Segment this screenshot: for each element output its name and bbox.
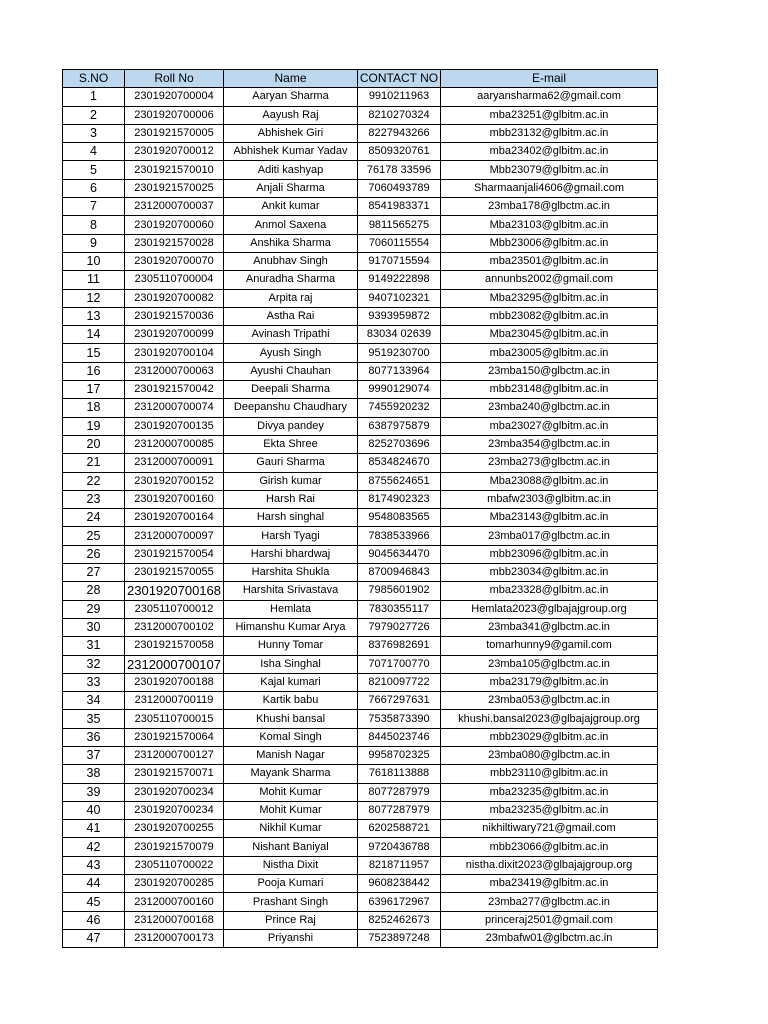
name-cell: Khushi bansal	[224, 710, 358, 728]
sno-cell: 20	[63, 435, 125, 453]
email-cell: mbb23096@glbitm.ac.in	[441, 545, 658, 563]
sno-cell: 6	[63, 179, 125, 197]
roll-no-cell: 2301921570036	[125, 307, 224, 325]
name-cell: Astha Rai	[224, 307, 358, 325]
roll-no-cell: 2301921570054	[125, 545, 224, 563]
table-row	[63, 234, 658, 252]
roll-no-cell: 2305110700012	[125, 600, 224, 618]
email-cell: 23mba273@glbctm.ac.in	[441, 454, 658, 472]
email-cell: Sharmaanjali4606@gmail.com	[441, 179, 658, 197]
email-cell: mba23027@glbitm.ac.in	[441, 417, 658, 435]
email-cell: mbb23110@glbitm.ac.in	[441, 765, 658, 783]
table-row	[63, 692, 658, 710]
roll-no-cell: 2301920700152	[125, 472, 224, 490]
email-cell: Mba23143@glbitm.ac.in	[441, 509, 658, 527]
contact-no-cell: 8077287979	[358, 801, 441, 819]
roll-no-cell: 2301920700188	[125, 673, 224, 691]
sno-cell: 2	[63, 106, 125, 124]
table-row	[63, 509, 658, 527]
sno-cell: 18	[63, 399, 125, 417]
name-cell: Hunny Tomar	[224, 637, 358, 655]
roll-no-cell: 2301921570071	[125, 765, 224, 783]
contact-no-cell: 8077287979	[358, 783, 441, 801]
sno-cell: 29	[63, 600, 125, 618]
email-cell: mbb23066@glbitm.ac.in	[441, 838, 658, 856]
email-cell: mbb23132@glbitm.ac.in	[441, 124, 658, 142]
email-cell: mbafw2303@glbitm.ac.in	[441, 490, 658, 508]
sno-cell: 13	[63, 307, 125, 325]
name-cell: Ekta Shree	[224, 435, 358, 453]
name-cell: Deepali Sharma	[224, 381, 358, 399]
header-row	[63, 70, 658, 88]
contact-no-cell: 7979027726	[358, 618, 441, 636]
contact-no-cell: 8252462673	[358, 911, 441, 929]
contact-no-cell: 8210097722	[358, 673, 441, 691]
table-row	[63, 472, 658, 490]
table-row	[63, 929, 658, 947]
table-row	[63, 399, 658, 417]
roll-no-cell: 2301920700004	[125, 88, 224, 106]
table-row	[63, 582, 658, 600]
table-row	[63, 911, 658, 929]
table-row	[63, 344, 658, 362]
email-cell: 23mba080@glbctm.ac.in	[441, 746, 658, 764]
email-cell: Mba23295@glbitm.ac.in	[441, 289, 658, 307]
sno-cell: 27	[63, 564, 125, 582]
sno-cell: 24	[63, 509, 125, 527]
header-email: E-mail	[441, 70, 658, 88]
contact-no-cell: 7060493789	[358, 179, 441, 197]
name-cell: Himanshu Kumar Arya	[224, 618, 358, 636]
roll-no-cell: 2301920700164	[125, 509, 224, 527]
name-cell: Priyanshi	[224, 929, 358, 947]
roll-no-cell: 2312000700173	[125, 929, 224, 947]
roll-no-cell: 2301920700070	[125, 252, 224, 270]
email-cell: mba23251@glbitm.ac.in	[441, 106, 658, 124]
contact-no-cell: 8174902323	[358, 490, 441, 508]
name-cell: Ayushi Chauhan	[224, 362, 358, 380]
email-cell: Mba23103@glbitm.ac.in	[441, 216, 658, 234]
sno-cell: 25	[63, 527, 125, 545]
sno-cell: 1	[63, 88, 125, 106]
sno-cell: 38	[63, 765, 125, 783]
name-cell: Arpita raj	[224, 289, 358, 307]
name-cell: Nishant Baniyal	[224, 838, 358, 856]
roll-no-cell: 2301920700160	[125, 490, 224, 508]
roll-no-cell: 2312000700074	[125, 399, 224, 417]
sno-cell: 36	[63, 728, 125, 746]
sno-cell: 26	[63, 545, 125, 563]
contact-no-cell: 8534824670	[358, 454, 441, 472]
email-cell: aaryansharma62@gmail.com	[441, 88, 658, 106]
table-body	[63, 88, 658, 948]
table-row	[63, 527, 658, 545]
email-cell: nikhiltiwary721@gmail.com	[441, 820, 658, 838]
email-cell: mbb23034@glbitm.ac.in	[441, 564, 658, 582]
name-cell: Aayush Raj	[224, 106, 358, 124]
roll-no-cell: 2312000700085	[125, 435, 224, 453]
sno-cell: 44	[63, 875, 125, 893]
table-row	[63, 564, 658, 582]
contact-no-cell: 8509320761	[358, 143, 441, 161]
roll-no-cell: 2312000700102	[125, 618, 224, 636]
contact-no-cell: 9910211963	[358, 88, 441, 106]
roll-no-cell: 2301920700060	[125, 216, 224, 234]
header-sno: S.NO	[63, 70, 125, 88]
roll-no-cell: 2301920700135	[125, 417, 224, 435]
table-row	[63, 289, 658, 307]
sno-cell: 42	[63, 838, 125, 856]
contact-no-cell: 7455920232	[358, 399, 441, 417]
email-cell: mba23501@glbitm.ac.in	[441, 252, 658, 270]
name-cell: Nistha Dixit	[224, 856, 358, 874]
table-row	[63, 765, 658, 783]
sno-cell: 45	[63, 893, 125, 911]
email-cell: mba23402@glbitm.ac.in	[441, 143, 658, 161]
contact-no-cell: 8541983371	[358, 198, 441, 216]
contact-no-cell: 7985601902	[358, 582, 441, 600]
email-cell: mbb23148@glbitm.ac.in	[441, 381, 658, 399]
email-cell: Mba23088@glbitm.ac.in	[441, 472, 658, 490]
table-row	[63, 600, 658, 618]
contact-no-cell: 7838533966	[358, 527, 441, 545]
sno-cell: 34	[63, 692, 125, 710]
name-cell: Kartik babu	[224, 692, 358, 710]
table-row	[63, 820, 658, 838]
header-roll-no: Roll No	[125, 70, 224, 88]
sno-cell: 9	[63, 234, 125, 252]
roll-no-cell: 2301921570010	[125, 161, 224, 179]
table-row	[63, 417, 658, 435]
email-cell: nistha.dixit2023@glbajajgroup.org	[441, 856, 658, 874]
name-cell: Anjali Sharma	[224, 179, 358, 197]
email-cell: mbb23029@glbitm.ac.in	[441, 728, 658, 746]
roll-no-cell: 2312000700097	[125, 527, 224, 545]
roll-no-cell: 2301921570028	[125, 234, 224, 252]
roll-no-cell: 2312000700168	[125, 911, 224, 929]
name-cell: Deepanshu Chaudhary	[224, 399, 358, 417]
contact-no-cell: 9170715594	[358, 252, 441, 270]
contact-no-cell: 6387975879	[358, 417, 441, 435]
table-row	[63, 326, 658, 344]
email-cell: mbb23082@glbitm.ac.in	[441, 307, 658, 325]
roll-no-cell: 2301921570005	[125, 124, 224, 142]
name-cell: Harshi bhardwaj	[224, 545, 358, 563]
contact-no-cell: 7523897248	[358, 929, 441, 947]
sno-cell: 19	[63, 417, 125, 435]
name-cell: Anuradha Sharma	[224, 271, 358, 289]
roll-no-cell: 2312000700107	[125, 655, 224, 673]
sno-cell: 11	[63, 271, 125, 289]
sno-cell: 8	[63, 216, 125, 234]
email-cell: mba23005@glbitm.ac.in	[441, 344, 658, 362]
email-cell: 23mba053@glbctm.ac.in	[441, 692, 658, 710]
sno-cell: 16	[63, 362, 125, 380]
contact-no-cell: 9811565275	[358, 216, 441, 234]
roll-no-cell: 2301920700234	[125, 801, 224, 819]
table-row	[63, 362, 658, 380]
email-cell: 23mba341@glbctm.ac.in	[441, 618, 658, 636]
name-cell: Hemlata	[224, 600, 358, 618]
roll-no-cell: 2301920700006	[125, 106, 224, 124]
student-contact-table	[62, 69, 658, 948]
sno-cell: 39	[63, 783, 125, 801]
name-cell: Abhishek Giri	[224, 124, 358, 142]
sno-cell: 47	[63, 929, 125, 947]
name-cell: Aditi kashyap	[224, 161, 358, 179]
contact-no-cell: 8218711957	[358, 856, 441, 874]
name-cell: Harsh Rai	[224, 490, 358, 508]
contact-no-cell: 8227943266	[358, 124, 441, 142]
sno-cell: 3	[63, 124, 125, 142]
roll-no-cell: 2301921570042	[125, 381, 224, 399]
email-cell: mba23235@glbitm.ac.in	[441, 783, 658, 801]
roll-no-cell: 2301921570079	[125, 838, 224, 856]
sno-cell: 33	[63, 673, 125, 691]
email-cell: mba23328@glbitm.ac.in	[441, 582, 658, 600]
name-cell: Harsh singhal	[224, 509, 358, 527]
roll-no-cell: 2301920700082	[125, 289, 224, 307]
contact-no-cell: 76178 33596	[358, 161, 441, 179]
table-row	[63, 637, 658, 655]
name-cell: Mayank Sharma	[224, 765, 358, 783]
contact-no-cell: 8077133964	[358, 362, 441, 380]
contact-no-cell: 8445023746	[358, 728, 441, 746]
roll-no-cell: 2312000700127	[125, 746, 224, 764]
header-contact-no: CONTACT NO	[358, 70, 441, 88]
roll-no-cell: 2312000700119	[125, 692, 224, 710]
table-row	[63, 746, 658, 764]
contact-no-cell: 9393959872	[358, 307, 441, 325]
roll-no-cell: 2301920700255	[125, 820, 224, 838]
contact-no-cell: 9720436788	[358, 838, 441, 856]
email-cell: 23mba105@glbctm.ac.in	[441, 655, 658, 673]
table-row	[63, 307, 658, 325]
contact-no-cell: 8700946843	[358, 564, 441, 582]
contact-no-cell: 7618113888	[358, 765, 441, 783]
sno-cell: 5	[63, 161, 125, 179]
name-cell: Ayush Singh	[224, 344, 358, 362]
name-cell: Pooja Kumari	[224, 875, 358, 893]
sno-cell: 46	[63, 911, 125, 929]
table-row	[63, 801, 658, 819]
table-row	[63, 124, 658, 142]
table-row	[63, 856, 658, 874]
header-name: Name	[224, 70, 358, 88]
table-row	[63, 728, 658, 746]
sno-cell: 28	[63, 582, 125, 600]
name-cell: Gauri Sharma	[224, 454, 358, 472]
roll-no-cell: 2301920700012	[125, 143, 224, 161]
name-cell: Anubhav Singh	[224, 252, 358, 270]
contact-no-cell: 9958702325	[358, 746, 441, 764]
table-row	[63, 88, 658, 106]
contact-no-cell: 9608238442	[358, 875, 441, 893]
contact-no-cell: 7667297631	[358, 692, 441, 710]
name-cell: Nikhil Kumar	[224, 820, 358, 838]
name-cell: Komal Singh	[224, 728, 358, 746]
email-cell: 23mba178@glbctm.ac.in	[441, 198, 658, 216]
contact-no-cell: 9990129074	[358, 381, 441, 399]
table-row	[63, 252, 658, 270]
email-cell: Mbb23006@glbitm.ac.in	[441, 234, 658, 252]
roll-no-cell: 2312000700091	[125, 454, 224, 472]
email-cell: 23mbafw01@glbctm.ac.in	[441, 929, 658, 947]
contact-no-cell: 8252703696	[358, 435, 441, 453]
table-row	[63, 655, 658, 673]
table-row	[63, 143, 658, 161]
name-cell: Abhishek Kumar Yadav	[224, 143, 358, 161]
email-cell: 23mba354@glbctm.ac.in	[441, 435, 658, 453]
contact-no-cell: 8755624651	[358, 472, 441, 490]
email-cell: annunbs2002@gmail.com	[441, 271, 658, 289]
roll-no-cell: 2312000700037	[125, 198, 224, 216]
email-cell: 23mba150@glbctm.ac.in	[441, 362, 658, 380]
roll-no-cell: 2301920700285	[125, 875, 224, 893]
name-cell: Mohit Kumar	[224, 801, 358, 819]
table-row	[63, 381, 658, 399]
sno-cell: 10	[63, 252, 125, 270]
email-cell: khushi.bansal2023@glbajajgroup.org	[441, 710, 658, 728]
table-row	[63, 618, 658, 636]
sno-cell: 37	[63, 746, 125, 764]
table-row	[63, 893, 658, 911]
sno-cell: 12	[63, 289, 125, 307]
table-row	[63, 783, 658, 801]
name-cell: Anshika Sharma	[224, 234, 358, 252]
contact-no-cell: 7535873390	[358, 710, 441, 728]
roll-no-cell: 2312000700063	[125, 362, 224, 380]
sno-cell: 23	[63, 490, 125, 508]
table-row	[63, 454, 658, 472]
table-row	[63, 271, 658, 289]
sno-cell: 22	[63, 472, 125, 490]
contact-no-cell: 9548083565	[358, 509, 441, 527]
table-row	[63, 198, 658, 216]
sno-cell: 4	[63, 143, 125, 161]
table-row	[63, 673, 658, 691]
sno-cell: 40	[63, 801, 125, 819]
roll-no-cell: 2301921570064	[125, 728, 224, 746]
name-cell: Divya pandey	[224, 417, 358, 435]
name-cell: Harshita Shukla	[224, 564, 358, 582]
table-row	[63, 490, 658, 508]
contact-no-cell: 8210270324	[358, 106, 441, 124]
sno-cell: 7	[63, 198, 125, 216]
table-row	[63, 545, 658, 563]
name-cell: Girish kumar	[224, 472, 358, 490]
roll-no-cell: 2301920700168	[125, 582, 224, 600]
sno-cell: 30	[63, 618, 125, 636]
contact-no-cell: 83034 02639	[358, 326, 441, 344]
roll-no-cell: 2301920700104	[125, 344, 224, 362]
sno-cell: 31	[63, 637, 125, 655]
name-cell: Ankit kumar	[224, 198, 358, 216]
name-cell: Mohit Kumar	[224, 783, 358, 801]
name-cell: Isha Singhal	[224, 655, 358, 673]
roll-no-cell: 2312000700160	[125, 893, 224, 911]
name-cell: Manish Nagar	[224, 746, 358, 764]
contact-no-cell: 6396172967	[358, 893, 441, 911]
contact-no-cell: 9519230700	[358, 344, 441, 362]
email-cell: tomarhunny9@gamil.com	[441, 637, 658, 655]
name-cell: Harsh Tyagi	[224, 527, 358, 545]
contact-no-cell: 7071700770	[358, 655, 441, 673]
email-cell: mba23235@glbitm.ac.in	[441, 801, 658, 819]
email-cell: princeraj2501@gmail.com	[441, 911, 658, 929]
sno-cell: 15	[63, 344, 125, 362]
table-row	[63, 216, 658, 234]
roll-no-cell: 2305110700022	[125, 856, 224, 874]
email-cell: 23mba017@glbctm.ac.in	[441, 527, 658, 545]
email-cell: mba23179@glbitm.ac.in	[441, 673, 658, 691]
table-row	[63, 106, 658, 124]
name-cell: Prince Raj	[224, 911, 358, 929]
table-row	[63, 179, 658, 197]
sno-cell: 21	[63, 454, 125, 472]
sno-cell: 17	[63, 381, 125, 399]
sno-cell: 43	[63, 856, 125, 874]
name-cell: Kajal kumari	[224, 673, 358, 691]
email-cell: 23mba240@glbctm.ac.in	[441, 399, 658, 417]
sno-cell: 35	[63, 710, 125, 728]
name-cell: Avinash Tripathi	[224, 326, 358, 344]
contact-no-cell: 8376982691	[358, 637, 441, 655]
spreadsheet	[62, 69, 658, 948]
contact-no-cell: 9045634470	[358, 545, 441, 563]
table-row	[63, 435, 658, 453]
contact-no-cell: 7060115554	[358, 234, 441, 252]
contact-no-cell: 9407102321	[358, 289, 441, 307]
email-cell: Mba23045@glbitm.ac.in	[441, 326, 658, 344]
contact-no-cell: 7830355117	[358, 600, 441, 618]
email-cell: mba23419@glbitm.ac.in	[441, 875, 658, 893]
roll-no-cell: 2301920700099	[125, 326, 224, 344]
email-cell: 23mba277@glbctm.ac.in	[441, 893, 658, 911]
table-row	[63, 838, 658, 856]
table-row	[63, 875, 658, 893]
email-cell: Hemlata2023@glbajajgroup.org	[441, 600, 658, 618]
email-cell: Mbb23079@glbitm.ac.in	[441, 161, 658, 179]
roll-no-cell: 2305110700004	[125, 271, 224, 289]
roll-no-cell: 2301920700234	[125, 783, 224, 801]
roll-no-cell: 2301921570025	[125, 179, 224, 197]
name-cell: Harshita Srivastava	[224, 582, 358, 600]
sno-cell: 14	[63, 326, 125, 344]
table-row	[63, 710, 658, 728]
name-cell: Aaryan Sharma	[224, 88, 358, 106]
contact-no-cell: 9149222898	[358, 271, 441, 289]
roll-no-cell: 2301921570058	[125, 637, 224, 655]
contact-no-cell: 6202588721	[358, 820, 441, 838]
name-cell: Anmol Saxena	[224, 216, 358, 234]
roll-no-cell: 2301921570055	[125, 564, 224, 582]
sno-cell: 32	[63, 655, 125, 673]
name-cell: Prashant Singh	[224, 893, 358, 911]
table-row	[63, 161, 658, 179]
sno-cell: 41	[63, 820, 125, 838]
roll-no-cell: 2305110700015	[125, 710, 224, 728]
